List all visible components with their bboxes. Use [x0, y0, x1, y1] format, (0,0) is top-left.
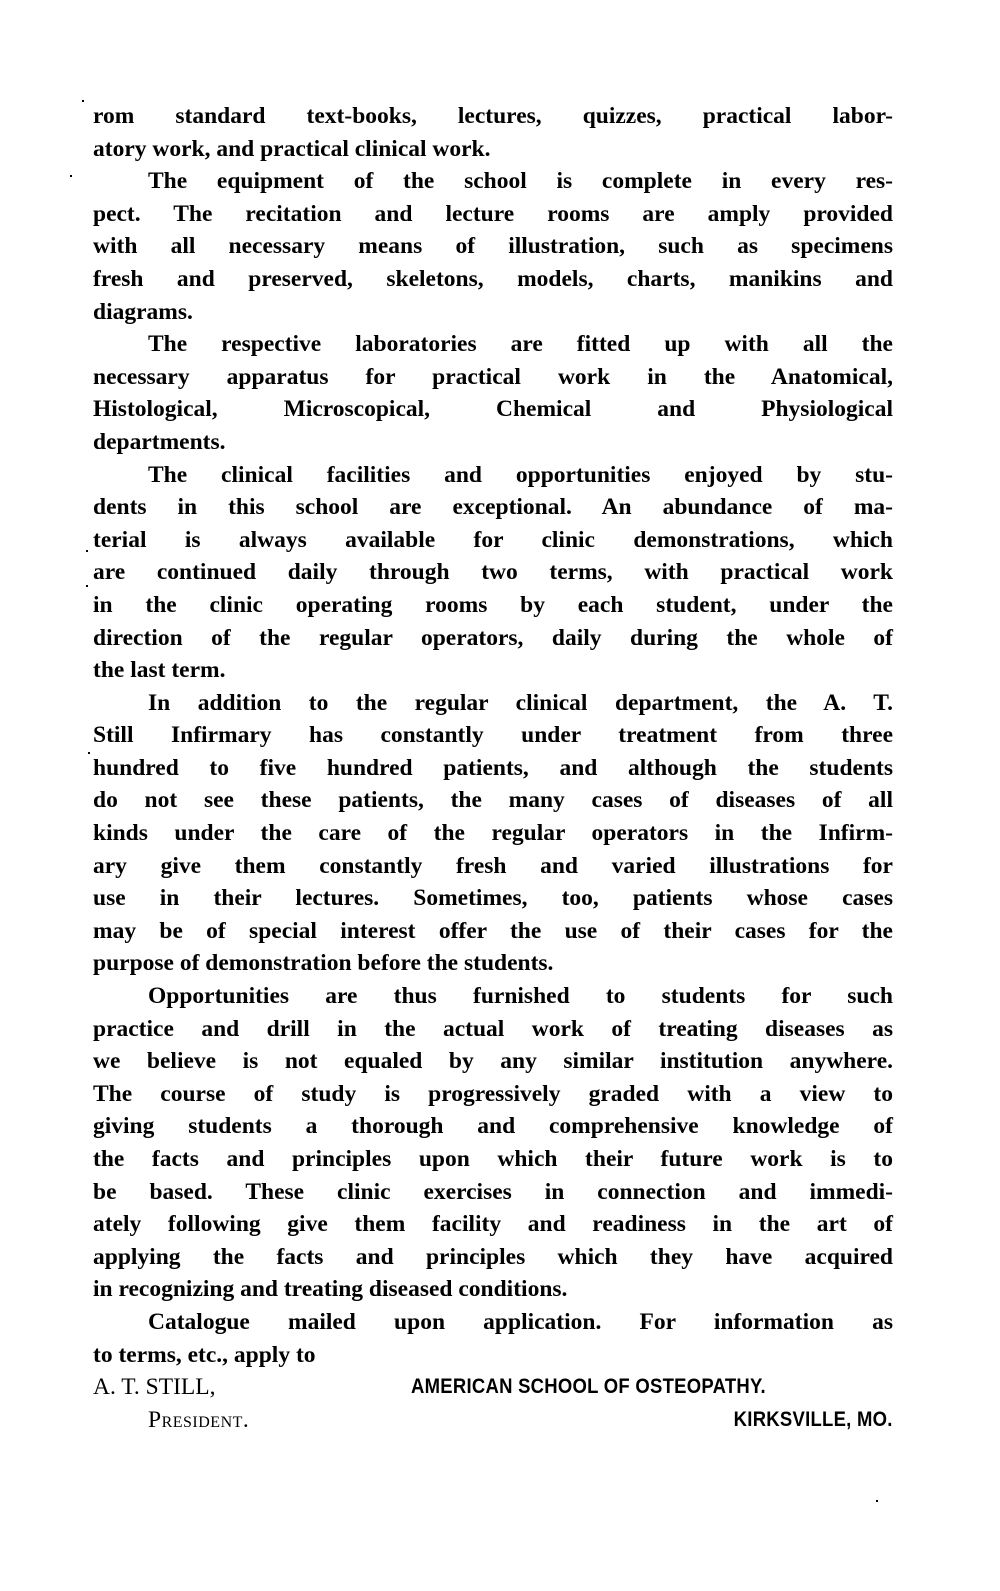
text-line: atory work, and practical clinical work.: [93, 135, 491, 162]
text-line: are continued daily through two terms, with practical work: [93, 559, 893, 586]
scan-speck: [82, 100, 84, 102]
text-line: rom standard text-books, lectures, quizzes, practical labor-: [93, 103, 893, 129]
text-line: In addition to the regular clinical department, the A. T.: [148, 689, 893, 716]
text-line: fresh and preserved, skeletons, models, charts, manikins and: [93, 265, 893, 292]
text-line: practice and drill in the actual work of treating diseases as: [93, 1015, 893, 1042]
text-line: Histological, Microscopical, Chemical and Physiological: [93, 396, 893, 423]
signatory-name: A. T. STILL,: [93, 1374, 216, 1401]
text-line: Catalogue mailed upon application. For information as: [148, 1308, 893, 1335]
paragraph: [93, 980, 893, 1306]
scan-speck: [86, 550, 88, 552]
text-line: The equipment of the school is complete in every res-: [148, 168, 893, 195]
school-name: AMERICAN SCHOOL OF OSTEOPATHY.: [411, 1375, 766, 1399]
signatory-title: President.: [148, 1407, 250, 1434]
text-line: The course of study is progressively graded with a view to: [93, 1080, 893, 1107]
scan-speck: [876, 1500, 878, 1502]
paragraph: [93, 687, 893, 980]
text-line: with all necessary means of illustration, such as specimens: [93, 233, 893, 260]
text-line: the last term.: [93, 657, 226, 684]
signature-block: [93, 1371, 893, 1437]
paragraph: [93, 100, 893, 165]
text-line: purpose of demonstration before the students.: [93, 950, 554, 977]
text-line: use in their lectures. Sometimes, too, patients whose cases: [93, 885, 893, 912]
text-line: Opportunities are thus furnished to students for such: [148, 983, 893, 1010]
school-location: KIRKSVILLE, MO.: [733, 1408, 893, 1432]
text-line: The clinical facilities and opportunities enjoyed by stu-: [148, 461, 893, 488]
text-line: in the clinic operating rooms by each student, under the: [93, 591, 893, 618]
text-line: The respective laboratories are fitted up with all the: [148, 331, 893, 358]
scan-speck: [86, 585, 88, 587]
text-line: giving students a thorough and comprehensive knowledge of: [93, 1113, 893, 1140]
text-line: be based. These clinic exercises in connection and immedi-: [93, 1178, 893, 1205]
paragraph: [93, 1306, 893, 1371]
text-line: departments.: [93, 428, 226, 455]
scan-speck: [88, 752, 90, 754]
text-line: necessary apparatus for practical work in the Anatomical,: [93, 363, 893, 390]
text-line: direction of the regular operators, daily during the whole of: [93, 624, 893, 651]
body-text: [93, 100, 893, 1371]
paragraph: [93, 459, 893, 687]
text-line: ately following give them facility and readiness in the art of: [93, 1211, 893, 1238]
text-line: applying the facts and principles which they have acquired: [93, 1243, 893, 1270]
paragraph: [93, 165, 893, 328]
document-page: [93, 100, 893, 1437]
scan-speck: [70, 175, 72, 177]
text-line: to terms, etc., apply to: [93, 1341, 316, 1368]
text-line: diagrams.: [93, 298, 193, 325]
text-line: ary give them constantly fresh and varied illustrations for: [93, 852, 893, 879]
text-line: we believe is not equaled by any similar institution anywhere.: [93, 1048, 893, 1075]
text-line: Still Infirmary has constantly under treatment from three: [93, 722, 893, 749]
text-line: do not see these patients, the many cases of diseases of all: [93, 787, 893, 814]
text-line: terial is always available for clinic demonstrations, which: [93, 526, 893, 553]
paragraph: [93, 328, 893, 458]
text-line: may be of special interest offer the use of their cases for the: [93, 917, 893, 944]
text-line: dents in this school are exceptional. An abundance of ma-: [93, 494, 893, 521]
text-line: kinds under the care of the regular operators in the Infirm-: [93, 820, 893, 847]
text-line: in recognizing and treating diseased conditions.: [93, 1276, 568, 1303]
text-line: hundred to five hundred patients, and although the students: [93, 754, 893, 781]
text-line: pect. The recitation and lecture rooms are amply provided: [93, 200, 893, 227]
text-line: the facts and principles upon which their future work is to: [93, 1146, 893, 1172]
